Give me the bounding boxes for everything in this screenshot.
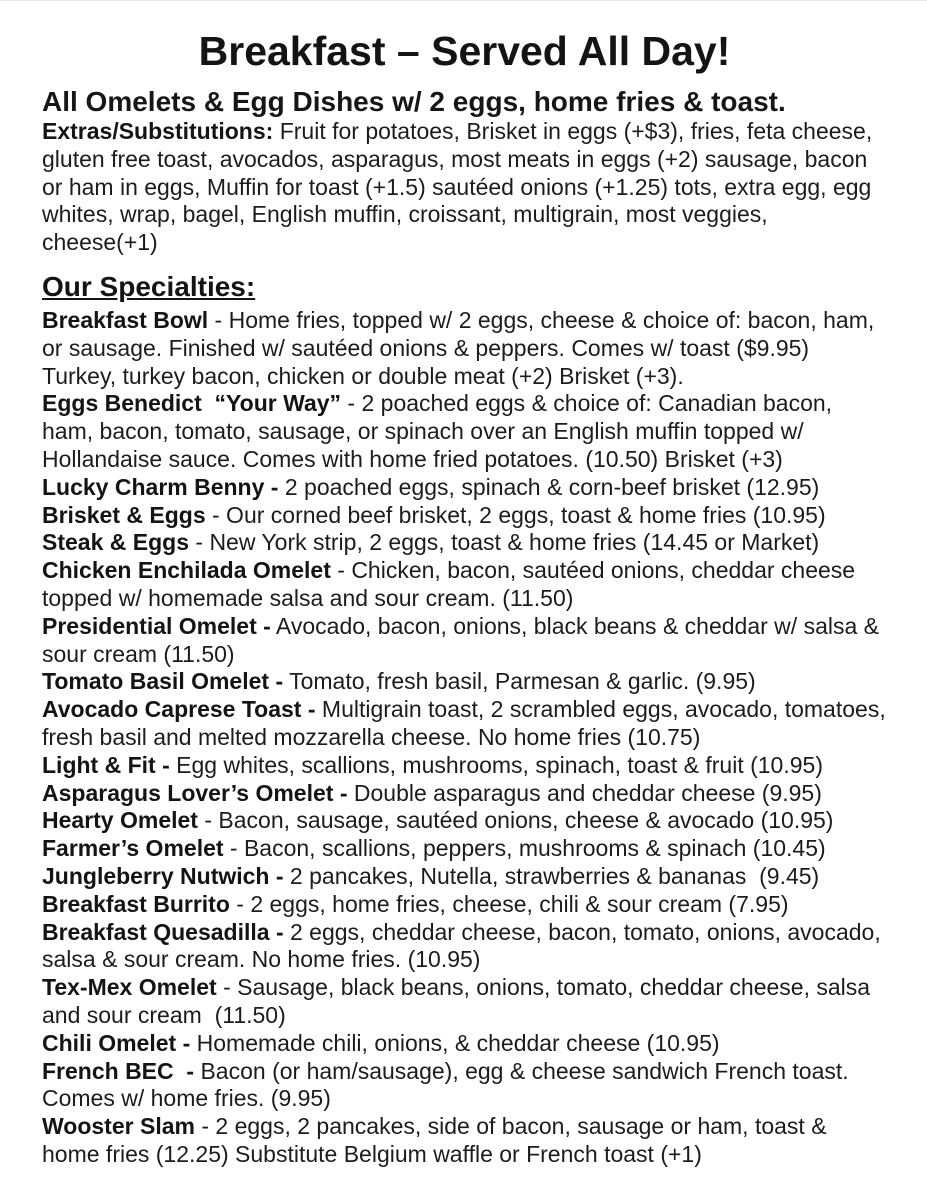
menu-item-description: - Home fries, topped w/ 2 eggs, cheese & choice of: bacon, ham, or sausage. Finished w/ sautéed onions & peppers. Comes w/ toast ($9.95) Turkey, turkey bacon, chicken or double meat (+2) Brisket (+3). — [42, 306, 881, 389]
menu-item — [42, 807, 887, 835]
menu-item-description: Egg whites, scallions, mushrooms, spinach, toast & fruit (10.95) — [169, 751, 823, 778]
menu-item-name: Hearty Omelet — [42, 807, 198, 834]
menu-item-description: 2 eggs, cheddar cheese, bacon, tomato, onions, avocado, salsa & sour cream. No home fries. (10.95) — [42, 918, 888, 973]
menu-item-description: Tomato, fresh basil, Parmesan & garlic. (9.95) — [283, 668, 756, 695]
menu-items-list — [42, 306, 893, 1169]
menu-item-name: Tex-Mex Omelet — [42, 974, 217, 1001]
menu-item-name: Breakfast Burrito — [42, 890, 230, 917]
menu-item — [42, 390, 887, 473]
menu-item-description: - Bacon, sausage, sautéed onions, cheese & avocado (10.95) — [197, 807, 834, 834]
menu-item-name: Tomato Basil Omelet - — [42, 668, 284, 695]
extras-substitutions-paragraph — [42, 118, 887, 257]
menu-item-name: French BEC - — [42, 1057, 195, 1084]
menu-rules-heading: All Omelets & Egg Dishes w/ 2 eggs, home fries & toast. — [42, 86, 786, 117]
menu-item-name: Presidential Omelet - — [42, 612, 271, 639]
menu-item-name: Wooster Slam — [42, 1113, 195, 1140]
menu-item-description: - 2 eggs, 2 pancakes, side of bacon, sausage or ham, toast & home fries (12.25) Substitute Belgium waffle or French toast (+1) — [42, 1113, 833, 1167]
menu-item-description: 2 poached eggs, spinach & corn-beef brisket (12.95) — [278, 473, 820, 500]
menu-item-description: 2 pancakes, Nutella, strawberries & bananas (9.45) — [283, 862, 820, 889]
menu-item-name: Steak & Eggs — [42, 529, 189, 556]
menu-item — [42, 613, 887, 669]
menu-item-name: Farmer’s Omelet — [42, 835, 224, 862]
menu-item-name: Breakfast Bowl — [42, 306, 209, 333]
extras-substitutions-label: Extras/Substitutions: — [42, 118, 274, 144]
menu-item-name: Eggs Benedict “Your Way” — [42, 390, 342, 417]
menu-item — [42, 891, 887, 919]
menu-item-name: Avocado Caprese Toast - — [42, 696, 316, 723]
menu-item — [42, 780, 887, 808]
extras-substitutions-text: Fruit for potatoes, Brisket in eggs (+$3), fries, feta cheese, gluten free toast, avocados, asparagus, most meats in eggs (+2) sausage, bacon or ham in eggs, Muffin for toast (+1.5) sautéed onions (+1.25) tots, extra egg, egg whites, wrap, bagel, English muffin, croissant, multigrain, most veggies, cheese(+1) — [42, 118, 879, 256]
menu-item-name: Chicken Enchilada Omelet — [42, 557, 331, 584]
menu-item-description: Multigrain toast, 2 scrambled eggs, avocado, tomatoes, fresh basil and melted mozzarella cheese. No home fries (10.75) — [42, 696, 893, 750]
menu-item — [42, 502, 887, 530]
menu-item — [42, 1058, 887, 1114]
menu-item — [42, 1113, 887, 1169]
menu-item — [42, 752, 887, 780]
menu-item — [42, 919, 887, 975]
menu-item — [42, 696, 893, 752]
menu-item — [42, 529, 887, 557]
menu-item — [42, 863, 887, 891]
menu-item — [42, 307, 887, 390]
menu-item-name: Chili Omelet - — [42, 1029, 191, 1056]
menu-item-description: Double asparagus and cheddar cheese (9.95) — [347, 779, 822, 806]
menu-item-name: Brisket & Eggs — [42, 501, 206, 528]
menu-item-description: Homemade chili, onions, & cheddar cheese (10.95) — [190, 1029, 720, 1056]
menu-item — [42, 668, 887, 696]
menu-item-name: Asparagus Lover’s Omelet - — [42, 779, 348, 806]
menu-item-description: - 2 poached eggs & choice of: Canadian bacon, ham, bacon, tomato, sausage, or spinach over an English muffin topped w/ Hollandaise sauce. Comes with home fried potatoes. (10.50) Brisket (+3) — [42, 390, 839, 472]
menu-item-name: Lucky Charm Benny - — [42, 473, 279, 500]
menu-item-description: Avocado, bacon, onions, black beans & cheddar w/ salsa & sour cream (11.50) — [42, 612, 886, 667]
menu-item-name: Breakfast Quesadilla - — [42, 918, 284, 945]
menu-item — [42, 974, 887, 1030]
menu-item — [42, 557, 887, 613]
menu-item-description: - Bacon, scallions, peppers, mushrooms & spinach (10.45) — [223, 835, 826, 862]
menu-item-description: - New York strip, 2 eggs, toast & home fries (14.45 or Market) — [189, 529, 820, 556]
menu-item — [42, 1030, 887, 1058]
menu-item-description: Bacon (or ham/sausage), egg & cheese sandwich French toast. Comes w/ home fries. (9.95) — [42, 1057, 856, 1112]
section-heading-our-specialties: Our Specialties: — [42, 270, 256, 302]
menu-item — [42, 474, 887, 502]
menu-item-description: - Sausage, black beans, onions, tomato, cheddar cheese, salsa and sour cream (11.50) — [42, 974, 877, 1028]
page-title: Breakfast – Served All Day! — [198, 28, 731, 74]
menu-item-name: Light & Fit - — [42, 751, 170, 778]
menu-item-description: - Our corned beef brisket, 2 eggs, toast & home fries (10.95) — [205, 501, 826, 528]
menu-item — [42, 835, 887, 863]
menu-item-description: - 2 eggs, home fries, cheese, chili & sour cream (7.95) — [229, 890, 789, 917]
menu-item-description: - Chicken, bacon, sautéed onions, cheddar cheese topped w/ homemade salsa and sour cream. (11.50) — [42, 557, 862, 611]
menu-item-name: Jungleberry Nutwich - — [42, 862, 284, 889]
